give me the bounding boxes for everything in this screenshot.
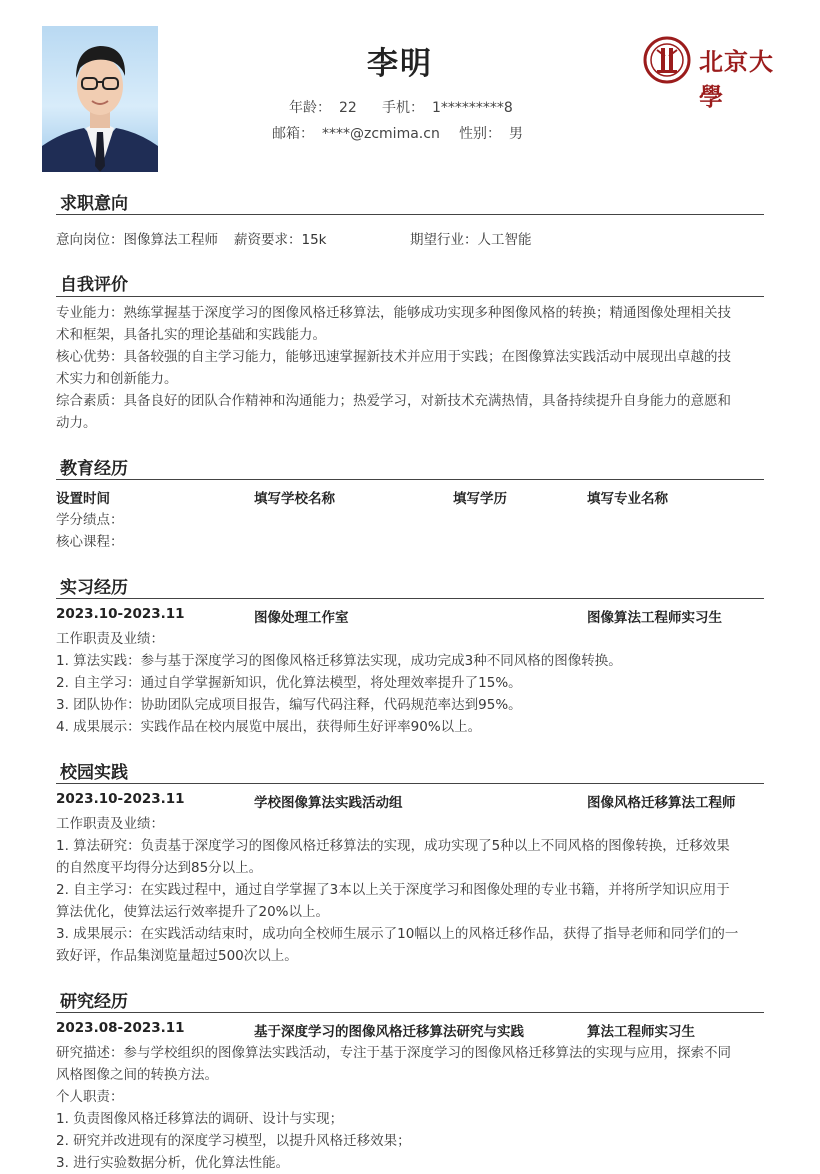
campus-line: 工作职责及业绩： bbox=[56, 816, 164, 832]
email-info bbox=[272, 123, 440, 143]
university-logo bbox=[643, 36, 793, 111]
internship-line: 3. 团队协作：协助团队完成项目报告，编写代码注释，代码规范率达到95%。 bbox=[56, 697, 522, 713]
section-divider bbox=[56, 296, 764, 297]
self-eval-line: 专业能力：熟练掌握基于深度学习的图像风格迁移算法，能够成功实现多种图像风格的转换；精通图像处理相关技 bbox=[56, 305, 731, 321]
research-line: 2. 研究并改进现有的深度学习模型，以提升风格迁移效果； bbox=[56, 1133, 411, 1149]
research-role: 算法工程师实习生 bbox=[587, 1024, 695, 1040]
intent-position: 意向岗位：图像算法工程师 bbox=[56, 232, 218, 248]
campus-line: 2. 自主学习：在实践过程中，通过自学掌握了3本以上关于深度学习和图像处理的专业书籍，并将所学知识应用于 bbox=[56, 882, 730, 898]
research-line: 1. 负责图像风格迁移算法的调研、设计与实现； bbox=[56, 1111, 344, 1127]
internship-time: 2023.10-2023.11 bbox=[56, 606, 185, 622]
university-name: 北京大學 bbox=[699, 47, 774, 111]
campus-role: 图像风格迁移算法工程师 bbox=[587, 795, 736, 811]
gender-label: 性别： bbox=[459, 126, 501, 142]
self-eval-line: 术和框架，具备扎实的理论基础和实践能力。 bbox=[56, 327, 326, 343]
campus-line: 致好评，作品集浏览量超过500次以上。 bbox=[56, 948, 298, 964]
section-divider bbox=[56, 783, 764, 784]
education-courses: 核心课程： bbox=[56, 534, 124, 550]
section-title-research: 研究经历 bbox=[60, 992, 128, 1012]
campus-line: 1. 算法研究：负责基于深度学习的图像风格迁移算法的实现，成功实现了5种以上不同风格的图像转换，迁移效果 bbox=[56, 838, 730, 854]
campus-org: 学校图像算法实践活动组 bbox=[254, 795, 403, 811]
email-label: 邮箱： bbox=[272, 126, 314, 142]
phone-value: 1*********8 bbox=[432, 100, 513, 116]
phone-info bbox=[382, 97, 513, 117]
internship-line: 2. 自主学习：通过自学掌握新知识，优化算法模型，将处理效率提升了15%。 bbox=[56, 675, 522, 691]
email-value: ****@zcmima.cn bbox=[322, 126, 440, 142]
education-major: 填写专业名称 bbox=[587, 491, 668, 507]
intent-industry: 期望行业：人工智能 bbox=[410, 232, 532, 248]
research-line: 3. 进行实验数据分析，优化算法性能。 bbox=[56, 1155, 290, 1171]
section-title-education: 教育经历 bbox=[60, 459, 128, 479]
section-divider bbox=[56, 214, 764, 215]
section-divider bbox=[56, 1012, 764, 1013]
section-title-campus: 校园实践 bbox=[60, 763, 128, 783]
phone-label: 手机： bbox=[382, 100, 424, 116]
campus-line: 算法优化，使算法运行效率提升了20%以上。 bbox=[56, 904, 330, 920]
campus-time: 2023.10-2023.11 bbox=[56, 791, 185, 807]
internship-line: 1. 算法实践：参与基于深度学习的图像风格迁移算法实现，成功完成3种不同风格的图像转换。 bbox=[56, 653, 622, 669]
intent-salary: 薪资要求：15k bbox=[234, 232, 327, 248]
education-time: 设置时间 bbox=[56, 491, 110, 507]
education-school: 填写学校名称 bbox=[254, 491, 335, 507]
campus-line: 的自然度平均得分达到85分以上。 bbox=[56, 860, 263, 876]
internship-line: 工作职责及业绩： bbox=[56, 631, 164, 647]
research-line: 个人职责： bbox=[56, 1089, 124, 1105]
gender-value: 男 bbox=[509, 126, 523, 142]
internship-org: 图像处理工作室 bbox=[254, 610, 349, 626]
section-divider bbox=[56, 598, 764, 599]
self-eval-line: 动力。 bbox=[56, 415, 97, 431]
section-title-intent: 求职意向 bbox=[60, 194, 128, 214]
age-value: 22 bbox=[339, 100, 357, 116]
age-label: 年龄： bbox=[289, 100, 331, 116]
internship-role: 图像算法工程师实习生 bbox=[587, 610, 722, 626]
section-title-internship: 实习经历 bbox=[60, 578, 128, 598]
self-eval-line: 术实力和创新能力。 bbox=[56, 371, 178, 387]
education-degree: 填写学历 bbox=[453, 491, 507, 507]
age-info bbox=[289, 97, 357, 117]
research-time: 2023.08-2023.11 bbox=[56, 1020, 185, 1036]
self-eval-line: 综合素质：具备良好的团队合作精神和沟通能力；热爱学习，对新技术充满热情，具备持续提升自身能力的意愿和 bbox=[56, 393, 731, 409]
research-line: 研究描述：参与学校组织的图像算法实践活动，专注于基于深度学习的图像风格迁移算法的实现与应用，探索不同 bbox=[56, 1045, 731, 1061]
gender-info bbox=[459, 123, 523, 143]
research-org: 基于深度学习的图像风格迁移算法研究与实践 bbox=[254, 1024, 524, 1040]
research-line: 风格图像之间的转换方法。 bbox=[56, 1067, 218, 1083]
campus-line: 3. 成果展示：在实践活动结束时，成功向全校师生展示了10幅以上的风格迁移作品，获得了指导老师和同学们的一 bbox=[56, 926, 739, 942]
education-gpa: 学分绩点： bbox=[56, 512, 124, 528]
university-seal-icon bbox=[643, 36, 693, 84]
section-divider bbox=[56, 479, 764, 480]
section-title-self-eval: 自我评价 bbox=[60, 275, 128, 295]
candidate-name: 李明 bbox=[367, 46, 433, 82]
self-eval-line: 核心优势：具备较强的自主学习能力，能够迅速掌握新技术并应用于实践；在图像算法实践活动中展现出卓越的技 bbox=[56, 349, 731, 365]
internship-line: 4. 成果展示：实践作品在校内展览中展出，获得师生好评率90%以上。 bbox=[56, 719, 482, 735]
